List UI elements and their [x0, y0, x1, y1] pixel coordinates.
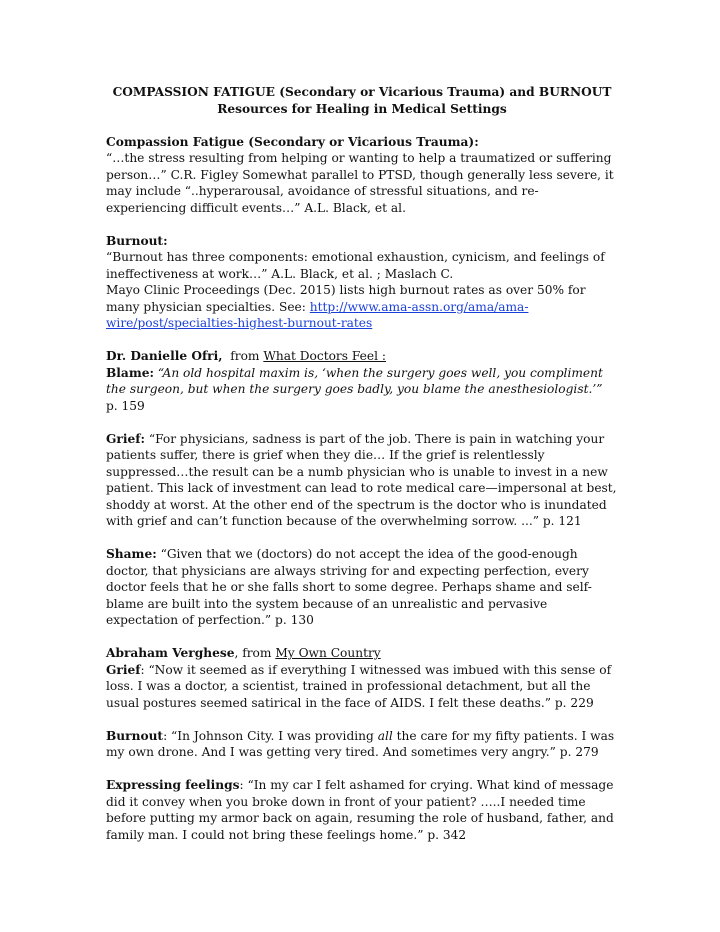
ofri-grief-body: “For physicians, sadness is part of the job. There is pain in watching your patients suffer, there is grief when they die… If the grief is relentlessly suppressed…the result can be a numb physician who is unable to invest in a new patient. This lack of investment can lead to rote medical care—impersonal at best, shoddy at worst. At the other end of the spectrum is the doctor who is inundated with grief and can’t function because of the overwhelming sorrow. ...” p. 121: [106, 431, 617, 528]
ofri-blame-paragraph: [106, 365, 618, 415]
verghese-book-title: My Own Country: [275, 646, 381, 660]
ofri-blame-quote: “An old hospital maxim is, ‘when the surgery goes well, you compliment the surgeon, but when the surgery goes badly, you blame the anesthesiologist.’”: [106, 365, 603, 396]
ofri-grief-paragraph: [106, 431, 618, 530]
verghese-burnout-paragraph: [106, 728, 618, 761]
ofri-blame-page: p. 159: [106, 398, 145, 413]
verghese-grief-body: : “Now it seemed as if everything I witnessed was imbued with this sense of loss. I was a doctor, a scientist, trained in professional detachment, but all the usual postures seemed satirical in the face of AIDS. I felt these deaths.” p. 229: [106, 662, 612, 710]
verghese-expressing-label: Expressing feelings: [106, 778, 240, 792]
ofri-shame-body: “Given that we (doctors) do not accept the idea of the good-enough doctor, that physicians are always striving for and expecting perfection, every doctor feels that he or she falls short to some degree. Perhaps shame and self-blame are built into the system because of an unrealistic and pervasive expectation of perfection.” p. 130: [106, 547, 592, 627]
document-title: [106, 84, 618, 117]
document-page: [106, 84, 618, 843]
burnout-body: “Burnout has three components: emotional exhaustion, cynicism, and feelings of ineffectiveness at work…” A.L. Black, et al. ; Maslach C.: [106, 250, 605, 281]
verghese-author: Abraham Verghese: [106, 646, 235, 660]
compassion-fatigue-body: “…the stress resulting from helping or wanting to help a traumatized or suffering person…” C.R. Figley Somewhat parallel to PTSD, though generally less severe, it may include “..hyperarousal, avoidance of stressful situations, and re-experiencing difficult events…” A.L. Black, et al.: [106, 151, 614, 215]
compassion-fatigue-heading: Compassion Fatigue (Secondary or Vicarious Trauma):: [106, 134, 479, 149]
verghese-grief-paragraph: [106, 662, 618, 712]
ofri-shame-section: [106, 546, 618, 629]
ofri-author: Dr. Danielle Ofri,: [106, 349, 223, 363]
compassion-fatigue-section: [106, 134, 618, 217]
title-line-2: Resources for Healing in Medical Settings: [217, 101, 507, 116]
verghese-burnout-post: the care for my fifty patients. I was my own drone. And I was getting very tired. And sometimes very angry.” p. 279: [106, 728, 615, 759]
ofri-from: from: [230, 349, 264, 363]
ofri-book-title: What Doctors Feel :: [263, 349, 386, 363]
verghese-section: [106, 645, 618, 711]
ofri-grief-section: [106, 431, 618, 530]
verghese-burnout-label: Burnout: [106, 728, 164, 743]
ofri-blame-label: Blame:: [106, 365, 154, 380]
ofri-grief-label: Grief:: [106, 431, 145, 446]
ama-link[interactable]: http://www.ama-assn.org/ama/ama-wire/post/specialties-highest-burnout-rates: [106, 299, 529, 330]
ofri-section: [106, 348, 618, 414]
verghese-expressing-section: [106, 777, 618, 843]
burnout-heading: Burnout:: [106, 233, 168, 248]
verghese-from: , from: [234, 646, 276, 660]
verghese-grief-label: Grief: [106, 662, 141, 677]
burnout-section: [106, 233, 618, 332]
verghese-expressing-paragraph: [106, 777, 618, 843]
ofri-heading: [106, 348, 618, 365]
verghese-heading: [106, 645, 618, 662]
mayo-text: Mayo Clinic Proceedings (Dec. 2015) lists high burnout rates as over 50% for many physician specialties. See:: [106, 283, 586, 314]
verghese-burnout-section: [106, 728, 618, 761]
ofri-shame-paragraph: [106, 546, 618, 629]
verghese-burnout-emphasis: all: [377, 728, 393, 743]
verghese-expressing-body: : “In my car I felt ashamed for crying. What kind of message did it convey when you broke down in front of your patient? …..I needed time before putting my armor back on again, resuming the role of husband, father, and family man. I could not bring these feelings home.” p. 342: [106, 778, 614, 842]
mayo-paragraph: [106, 282, 618, 332]
title-line-1: COMPASSION FATIGUE (Secondary or Vicarious Trauma) and BURNOUT: [112, 85, 612, 99]
verghese-burnout-pre: : “In Johnson City. I was providing: [163, 728, 378, 743]
ofri-shame-label: Shame:: [106, 547, 157, 561]
